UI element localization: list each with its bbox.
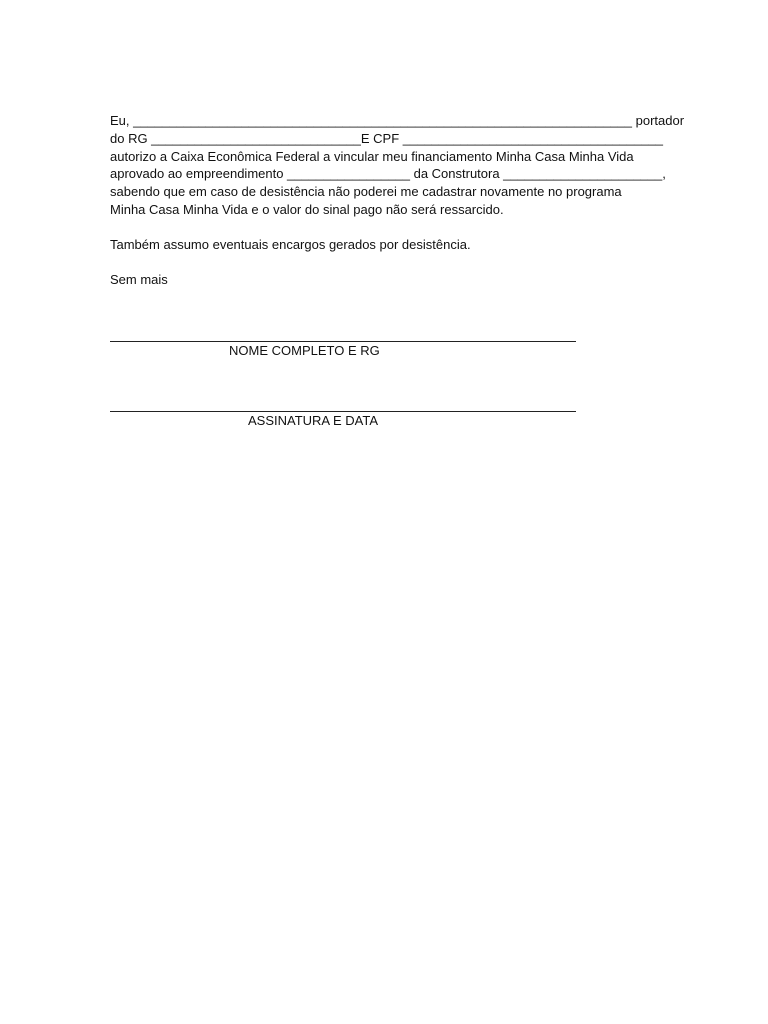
paragraph-line: do RG _____________________________E CPF ____________________________________ bbox=[110, 130, 664, 146]
name-caption: NOME COMPLETO E RG bbox=[229, 343, 380, 358]
paragraph-line: Eu, _____________________________________________________________________ portador bbox=[110, 113, 685, 128]
paragraph-line: sabendo que em caso de desistência não poderei me cadastrar novamente no programa bbox=[110, 184, 622, 200]
closing-text: Sem mais bbox=[110, 272, 168, 287]
paragraph-line: Minha Casa Minha Vida e o valor do sinal pago não será ressarcido. bbox=[110, 201, 504, 217]
signature-caption: ASSINATURA E DATA bbox=[248, 413, 379, 428]
paragraph-line: autorizo a Caixa Econômica Federal a vincular meu financiamento Minha Casa Minha Vida bbox=[110, 148, 634, 164]
paragraph-line: aprovado ao empreendimento _________________ da Construtora ______________________, bbox=[110, 166, 666, 182]
authorization-paragraph bbox=[110, 112, 685, 219]
charges-paragraph: Também assumo eventuais encargos gerados por desistência. bbox=[110, 237, 471, 252]
